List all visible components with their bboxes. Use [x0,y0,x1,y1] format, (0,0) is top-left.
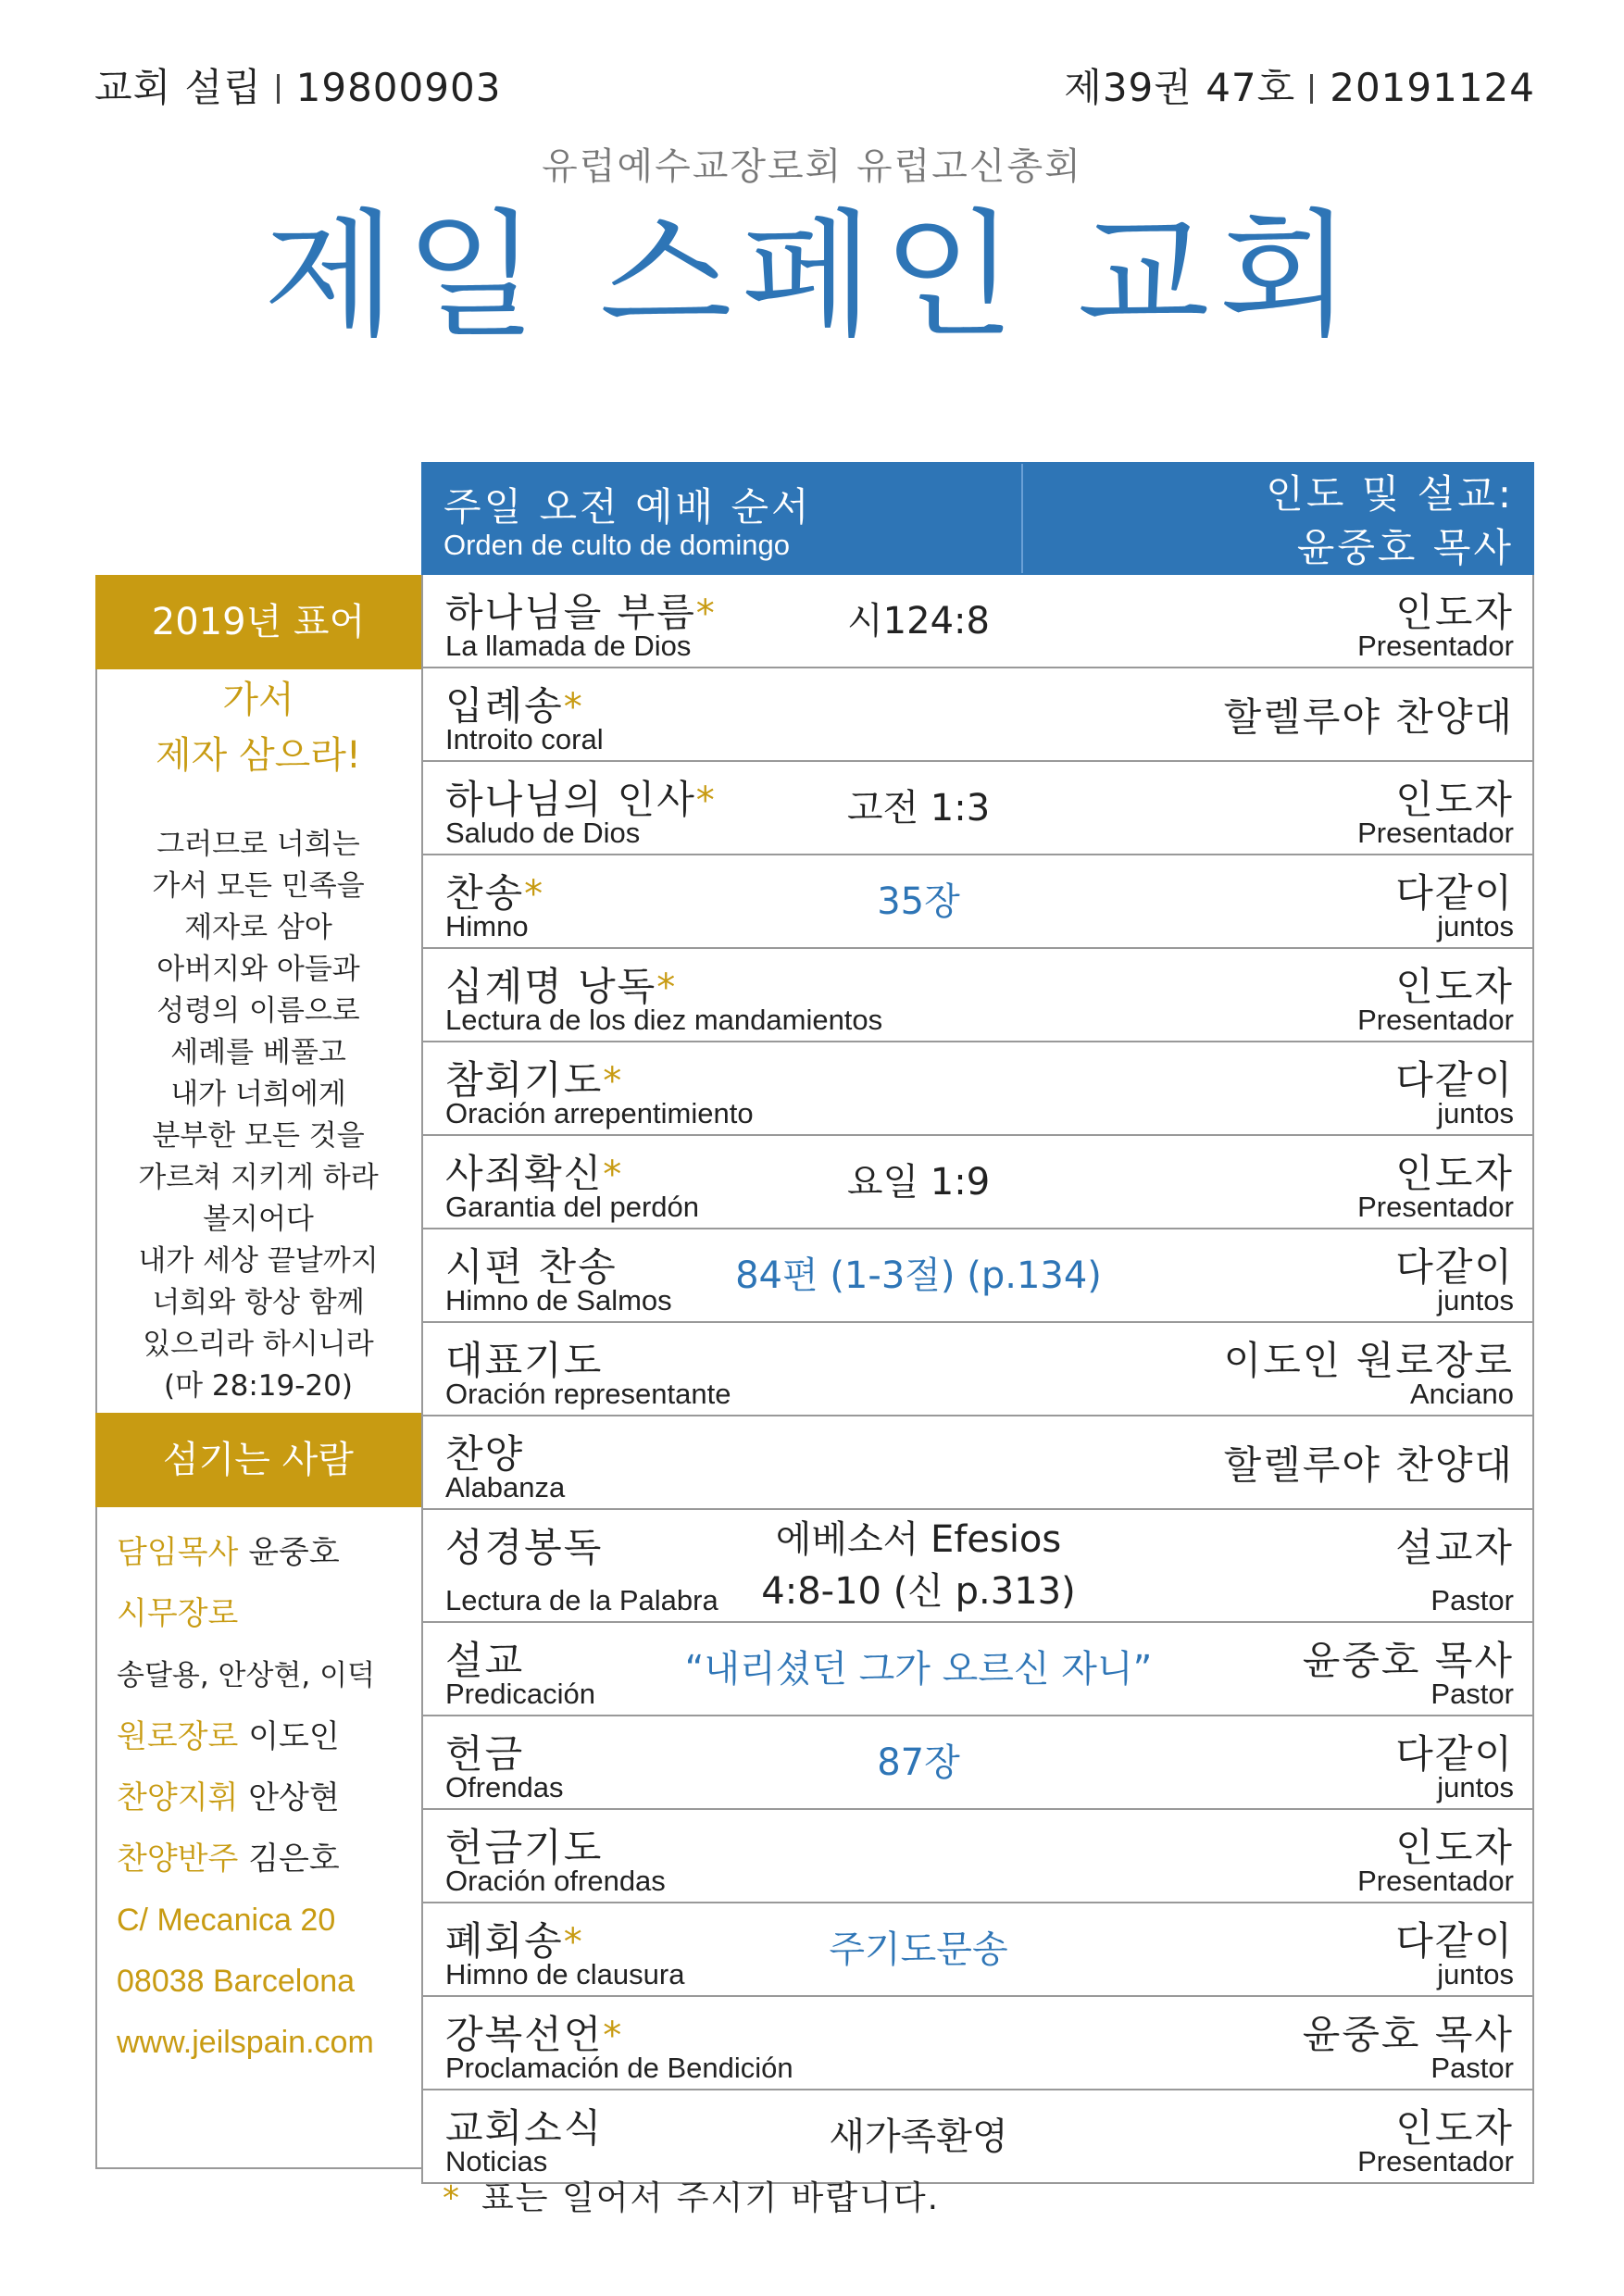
item-detail: 주기도문송 [829,1928,1008,1971]
separator-bar [277,74,280,104]
item-title-es: Himno de Salmos [445,1284,672,1316]
standing-star-icon: * [563,1921,584,1964]
worship-order-table [421,575,1534,2184]
item-title-es: Predicación [445,1678,595,1710]
item-leader-es: Presentador [1357,1004,1514,1036]
item-leader-ko: 인도자 [1395,1151,1514,1196]
founded-label: 교회 설립 [94,65,262,110]
item-title-text: 폐회송 [445,1918,564,1964]
order-title-ko: 주일 오전 예배 순서 [443,484,812,530]
item-detail: 84편 (1-3절) (p.134) [735,1254,1102,1297]
item-title-es: Lectura de los diez mandamientos [445,1004,883,1036]
motto-line-1: 가서 [222,679,294,721]
staff-heading: 섬기는 사람 [95,1413,421,1507]
item-leader-ko: 윤중호 목사 [1302,2012,1514,2057]
item-leader-es: Presentador [1357,817,1514,849]
motto-line-2: 제자 삼으라! [156,734,361,777]
order-row [423,1997,1532,2090]
order-row [423,949,1532,1042]
verse-line: 분부한 모든 것을 [152,1119,365,1153]
website-link[interactable]: www.jeilspain.com [117,2025,374,2060]
verse-line: 가르쳐 지키게 하라 [138,1161,379,1194]
item-leader: 할렐루야 찬양대 [1223,1441,1514,1488]
item-title-text: 성경봉독 [445,1525,604,1570]
item-title-text: 강복선언 [445,2012,604,2057]
item-leader-es: Anciano [1409,1378,1514,1410]
item-title-es: Alabanza [445,1471,566,1504]
item-leader-ko: 다같이 [1395,870,1514,916]
item-title-text: 대표기도 [445,1338,604,1383]
volume-label: 제39권 47호 [1064,65,1296,110]
staff-conductor [117,1767,422,1828]
item-detail: 87장 [877,1741,960,1784]
item-leader-es: Presentador [1357,1191,1514,1223]
item-title-es: Himno [445,910,529,942]
order-header [421,462,1534,575]
item-leader-ko: 인도자 [1395,2105,1514,2151]
verse-line: 가서 모든 민족을 [152,869,365,903]
separator-bar [1310,74,1313,104]
verse-line: 성령의 이름으로 [156,994,360,1028]
verse-line: 제자로 삼아 [184,911,332,944]
staff-emeritus [117,1706,422,1767]
item-leader-ko: 다같이 [1395,1057,1514,1103]
staff-elders-names [117,1644,422,1706]
item-title-ko [445,1517,603,1573]
footnote-text: 표는 일어서 주시기 바랍니다. [481,2179,941,2217]
item-title-text: 헌금기도 [445,1825,604,1870]
verse-line: 너희와 항상 함께 [152,1286,365,1319]
item-title-es: Oración arrepentimiento [445,1097,754,1129]
item-leader-ko: 다같이 [1395,1244,1514,1290]
item-detail: 에베소서 Efesios 4:8-10 (신 p.313) [761,1518,1076,1613]
item-leader-es: juntos [1437,1284,1514,1316]
staff-name: 윤중호 [248,1534,340,1571]
staff-list [117,1522,422,2073]
staff-pastor [117,1522,422,1583]
item-leader-ko: 다같이 [1395,1731,1514,1777]
item-title-es: Oración representante [445,1378,731,1410]
item-title-es: Saludo de Dios [445,817,641,849]
item-title-es: Noticias [445,2145,548,2177]
item-title-text: 하나님을 부름 [445,590,696,635]
founded-date: 19800903 [295,65,502,110]
item-title-text: 참회기도 [445,1057,604,1103]
verse-line: 있으리라 하시니라 [143,1328,374,1361]
order-row [423,1136,1532,1229]
staff-accompanist [117,1828,422,1890]
item-detail: “내리셨던 그가 오르신 자니” [684,1647,1153,1691]
item-leader-ko: 인도자 [1395,964,1514,1009]
header-divider [1021,464,1023,573]
standing-star-icon: * [603,1060,624,1103]
standing-star-icon: * [524,873,545,916]
item-title-es: La llamada de Dios [445,630,692,662]
item-title-text: 하나님의 인사 [445,777,696,822]
verse-line: (마 28:19-20) [164,1369,353,1403]
item-detail: 고전 1:3 [846,786,991,830]
standing-star-icon: * [563,686,584,729]
standing-star-icon: * [695,593,717,635]
order-row [423,1416,1532,1510]
staff-name: 김은호 [248,1841,340,1878]
item-leader-es: Pastor [1430,1678,1514,1710]
church-name: 제일 스페인 교회 [263,196,1361,356]
item-title-text: 사죄확신 [445,1151,604,1196]
order-row [423,1623,1532,1716]
staff-name: 안상현 [248,1779,340,1816]
item-title-text: 교회소식 [445,2105,604,2151]
item-leader-ko: 인도자 [1395,777,1514,822]
leader-line-1: 인도 및 설교: [1266,471,1514,517]
item-title-es: Proclamación de Bendición [445,2052,793,2084]
staff-elders [117,1583,422,1644]
order-row [423,1810,1532,1903]
item-leader-ko: 다같이 [1395,1918,1514,1964]
order-row [423,2090,1532,2184]
item-leader-ko: 인도자 [1395,590,1514,635]
order-row [423,1510,1532,1623]
item-title-text: 입례송 [445,683,564,729]
item-leader-es: juntos [1437,1958,1514,1990]
item-title-es: Ofrendas [445,1771,564,1803]
staff-role: 시무장로 [117,1595,239,1632]
address-line-1: C/ Mecanica 20 [117,1903,336,1938]
standing-star-icon: * [656,967,678,1009]
standing-star-icon: * [603,1154,624,1196]
motto-heading: 2019년 표어 [95,575,421,669]
motto-verse [95,824,421,1407]
item-title-es: Introito coral [445,723,604,755]
item-leader-ko: 이도인 원로장로 [1223,1338,1514,1383]
item-detail: 시124:8 [847,599,990,643]
item-detail: 요일 1:9 [846,1160,991,1204]
order-row [423,762,1532,855]
item-detail: 35장 [877,880,960,923]
staff-role: 담임목사 [117,1534,239,1571]
item-leader-es: Presentador [1357,630,1514,662]
star-icon: * [443,2179,461,2217]
order-row [423,855,1532,949]
order-row [423,575,1532,668]
item-title-text: 십계명 낭독 [445,964,657,1009]
staff-role: 찬양반주 [117,1841,239,1878]
staff-role: 원로장로 [117,1718,239,1755]
item-title-es: Oración ofrendas [445,1865,666,1897]
item-detail: 새가족환영 [829,2115,1008,2158]
item-title-es: Himno de clausura [445,1958,685,1990]
item-leader: 할렐루야 찬양대 [1223,693,1514,740]
item-title-text: 설교 [445,1638,525,1683]
verse-line: 내가 너희에게 [170,1078,346,1111]
item-leader-es: Presentador [1357,2145,1514,2177]
order-row [423,1042,1532,1136]
order-row [423,1323,1532,1416]
order-row [423,1716,1532,1810]
item-leader-es: Presentador [1357,1865,1514,1897]
issue-date: 20191124 [1330,65,1535,110]
founding-info [94,57,501,113]
item-title-text: 시편 찬송 [445,1244,618,1290]
item-title-es: Lectura de la Palabra [445,1584,718,1616]
item-leader-es: Pastor [1430,2052,1514,2084]
item-leader-es: juntos [1437,1771,1514,1803]
staff-role: 찬양지휘 [117,1779,239,1816]
item-title-es: Garantia del perdón [445,1191,700,1223]
standing-star-icon: * [603,2015,624,2057]
order-row [423,1229,1532,1323]
leader-line-2: 윤중호 목사 [1296,525,1514,570]
item-title-text: 찬송 [445,870,525,916]
issue-info [1064,57,1535,113]
standing-star-icon: * [695,780,717,822]
item-leader-es: Pastor [1430,1584,1514,1616]
item-leader-es: juntos [1437,1097,1514,1129]
footnote [443,2172,940,2219]
item-title-text: 찬양 [445,1431,525,1477]
item-leader-ko: 설교자 [1395,1525,1514,1570]
staff-name: 이도인 [248,1718,340,1755]
leader-info [1266,468,1514,575]
verse-line: 세례를 베풀고 [170,1036,346,1069]
order-title-es: Orden de culto de domingo [443,529,790,561]
item-title-text: 헌금 [445,1731,525,1777]
denomination: 유럽예수교장로회 유럽고신총회 [542,145,1082,188]
staff-name: 송달용, 안상현, 이덕 [117,1659,375,1692]
order-row [423,1903,1532,1997]
order-row [423,668,1532,762]
address-line-2: 08038 Barcelona [117,1964,356,1999]
verse-line: 내가 세상 끝날까지 [138,1244,379,1278]
item-leader-ko: 윤중호 목사 [1302,1638,1514,1683]
verse-line: 아버지와 아들과 [156,953,360,986]
item-leader-ko: 인도자 [1395,1825,1514,1870]
verse-line: 볼지어다 [203,1203,314,1236]
item-leader-es: juntos [1437,910,1514,942]
verse-line: 그러므로 너희는 [156,828,360,861]
